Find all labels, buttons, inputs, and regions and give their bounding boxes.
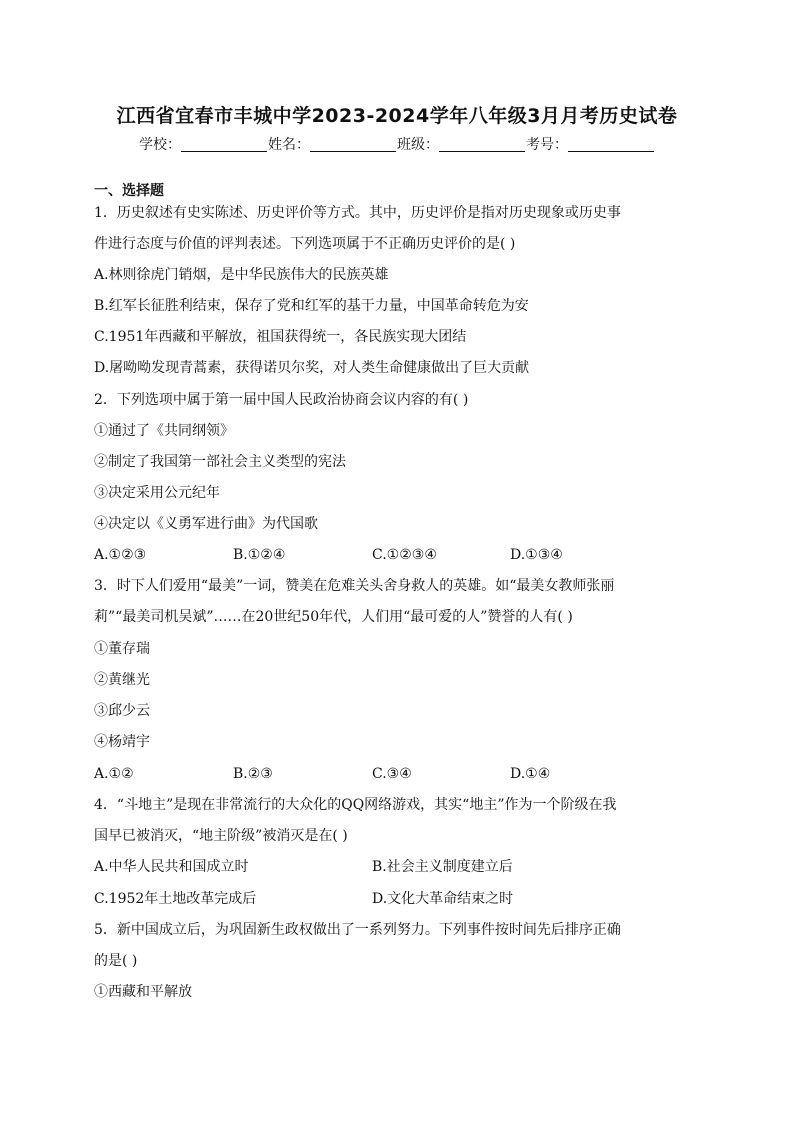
q3-option-c: C.③④: [372, 766, 412, 782]
q2-stem: 2．下列选项中属于第一届中国人民政治协商会议内容的有( ): [94, 392, 469, 408]
q5-stem-line1: 5．新中国成立后，为巩固新生政权做出了一系列努力。下列事件按时间先后排序正确: [94, 922, 621, 938]
name-label: 姓名：: [268, 137, 310, 153]
q2-item-2: ②制定了我国第一部社会主义类型的宪法: [94, 454, 346, 470]
number-label: 考号：: [526, 137, 568, 153]
q5-item-1: ①西藏和平解放: [94, 984, 192, 1000]
q2-option-d: D.①③④: [510, 547, 563, 563]
q4-option-a: A.中华人民共和国成立时: [94, 859, 249, 875]
q4-option-c: C.1952年土地改革完成后: [94, 891, 257, 907]
q1-option-a: A.林则徐虎门销烟，是中华民族伟大的民族英雄: [94, 267, 389, 283]
q1-option-d: D.屠呦呦发现青蒿素，获得诺贝尔奖，对人类生命健康做出了巨大贡献: [94, 360, 530, 376]
section-heading: 一、选择题: [94, 183, 164, 199]
q2-option-b: B.①②④: [233, 547, 286, 563]
exam-title: 江西省宜春市丰城中学2023-2024学年八年级3月月考历史试卷: [116, 105, 678, 127]
q1-option-b: B.红军长征胜利结束，保存了党和红军的基干力量，中国革命转危为安: [94, 298, 529, 314]
q4-option-d: D.文化大革命结束之时: [372, 891, 514, 907]
number-blank[interactable]: [568, 137, 654, 152]
q3-item-4: ④杨靖宇: [94, 734, 150, 750]
q1-stem-line2: 件进行态度与价值的评判表述。下列选项属于不正确历史评价的是( ): [94, 236, 516, 252]
q4-option-b: B.社会主义制度建立后: [372, 859, 513, 875]
q3-item-3: ③邱少云: [94, 703, 150, 719]
q2-option-a: A.①②③: [94, 547, 147, 563]
q3-item-2: ②黄继光: [94, 672, 150, 688]
name-blank[interactable]: [310, 137, 396, 152]
q5-stem-line2: 的是( ): [94, 953, 138, 969]
q3-stem-line1: 3．时下人们爱用“最美”一词，赞美在危难关头舍身救人的英雄。如“最美女教师张丽: [94, 578, 615, 594]
q2-option-c: C.①②③④: [372, 547, 437, 563]
class-label: 班级：: [397, 137, 439, 153]
student-info-line: [0, 134, 794, 154]
class-blank[interactable]: [439, 137, 525, 152]
school-label: 学校：: [139, 137, 181, 153]
q3-option-d: D.①④: [510, 766, 551, 782]
q2-item-3: ③决定采用公元纪年: [94, 485, 220, 501]
q4-stem-line1: 4．“斗地主”是现在非常流行的大众化的QQ网络游戏，其实“地主”作为一个阶级在我: [94, 797, 617, 813]
q2-item-1: ①通过了《共同纲领》: [94, 423, 234, 439]
q3-stem-line2: 莉”“最美司机吴斌”……在20世纪50年代，人们用“最可爱的人”赞誉的人有( ): [94, 609, 573, 625]
q2-item-4: ④决定以《义勇军进行曲》为代国歌: [94, 516, 318, 532]
q4-stem-line2: 国早已被消灭，“地主阶级”被消灭是在( ): [94, 828, 348, 844]
school-blank[interactable]: [181, 137, 267, 152]
q3-option-b: B.②③: [233, 766, 273, 782]
q1-stem-line1: 1．历史叙述有史实陈述、历史评价等方式。其中，历史评价是指对历史现象或历史事: [94, 205, 621, 221]
q3-option-a: A.①②: [94, 766, 134, 782]
q1-option-c: C.1951年西藏和平解放，祖国获得统一，各民族实现大团结: [94, 329, 467, 345]
q3-item-1: ①董存瑞: [94, 641, 150, 657]
